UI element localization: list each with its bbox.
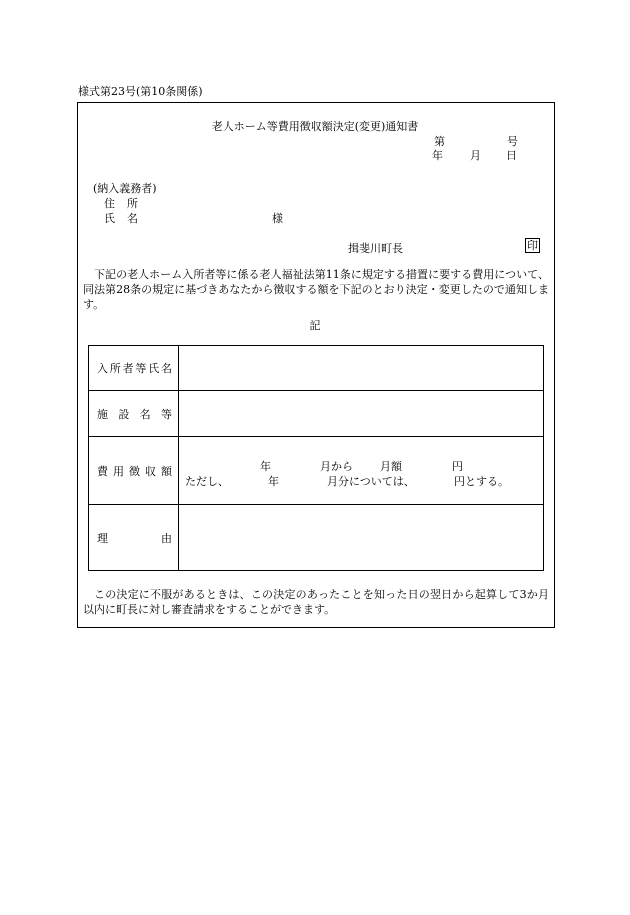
label-char: 等 [135, 362, 147, 375]
label-char: 設 [118, 407, 130, 421]
payer-label: (納入義務者) [93, 182, 157, 195]
table-row [89, 391, 544, 437]
notice-body: 下記の老人ホーム入所者等に係る老人福祉法第11条に規定する措置に要する費用について、同法第28条の規定に基づきあなたから徴収する額を下記のとおり決定・変更したので通知します。 [83, 268, 549, 311]
fee-year: 年 [260, 460, 271, 473]
fee-however: ただし、 [185, 475, 229, 488]
resident-name-field[interactable] [179, 346, 544, 391]
details-table [88, 345, 544, 571]
label-char: 施 [97, 407, 108, 421]
date-day: 日 [506, 149, 517, 162]
label-char: 名 [139, 407, 151, 421]
label-char: 理 [97, 531, 108, 545]
label-char: 由 [161, 531, 172, 545]
fee-yen: 円 [452, 460, 463, 473]
doc-number-prefix: 第 [434, 135, 445, 148]
label-char: 費 [97, 464, 108, 478]
label-char: 所 [109, 362, 121, 375]
honorific: 様 [272, 212, 283, 225]
fee-amount-field[interactable] [179, 437, 544, 505]
date-year: 年 [432, 149, 443, 162]
fee-year-2: 年 [268, 475, 279, 488]
ki-heading: 記 [309, 319, 321, 332]
label-char: 用 [113, 464, 124, 478]
date-month: 月 [470, 149, 481, 162]
label-char: 氏 [148, 362, 160, 375]
resident-name-label [89, 346, 179, 391]
facility-name-label [89, 391, 179, 437]
address-label: 住所 [104, 197, 150, 210]
form-number: 様式第23号(第10条関係) [78, 85, 203, 98]
fee-month-portion: 月分については、 [327, 475, 415, 488]
label-char: 入 [97, 362, 108, 375]
seal-stamp: 印 [527, 239, 538, 252]
label-char: 等 [160, 407, 172, 421]
fee-yen-to: 円とする。 [454, 475, 509, 488]
table-row [89, 437, 544, 505]
reason-field[interactable] [179, 505, 544, 571]
label-char: 名 [160, 362, 172, 375]
document-title: 老人ホーム等費用徴収額決定(変更)通知書 [211, 120, 419, 133]
fee-amount-label [89, 437, 179, 505]
table-row [89, 346, 544, 391]
reason-label [89, 505, 179, 571]
name-label: 氏名 [104, 212, 150, 225]
facility-name-field[interactable] [179, 391, 544, 437]
fee-monthly: 月額 [380, 460, 402, 473]
issuer-name: 揖斐川町長 [348, 242, 403, 255]
label-char: 徴 [129, 464, 140, 478]
fee-from-month: 月から [320, 460, 353, 473]
label-char: 収 [145, 464, 156, 478]
label-char: 額 [161, 464, 172, 478]
table-row [89, 505, 544, 571]
appeal-notice: この決定に不服があるときは、この決定のあったことを知った日の翌日から起算して3か月以内に町長に対し審査請求をすることができます。 [83, 588, 549, 616]
label-char: 者 [122, 362, 134, 375]
doc-number-suffix: 号 [507, 135, 518, 148]
